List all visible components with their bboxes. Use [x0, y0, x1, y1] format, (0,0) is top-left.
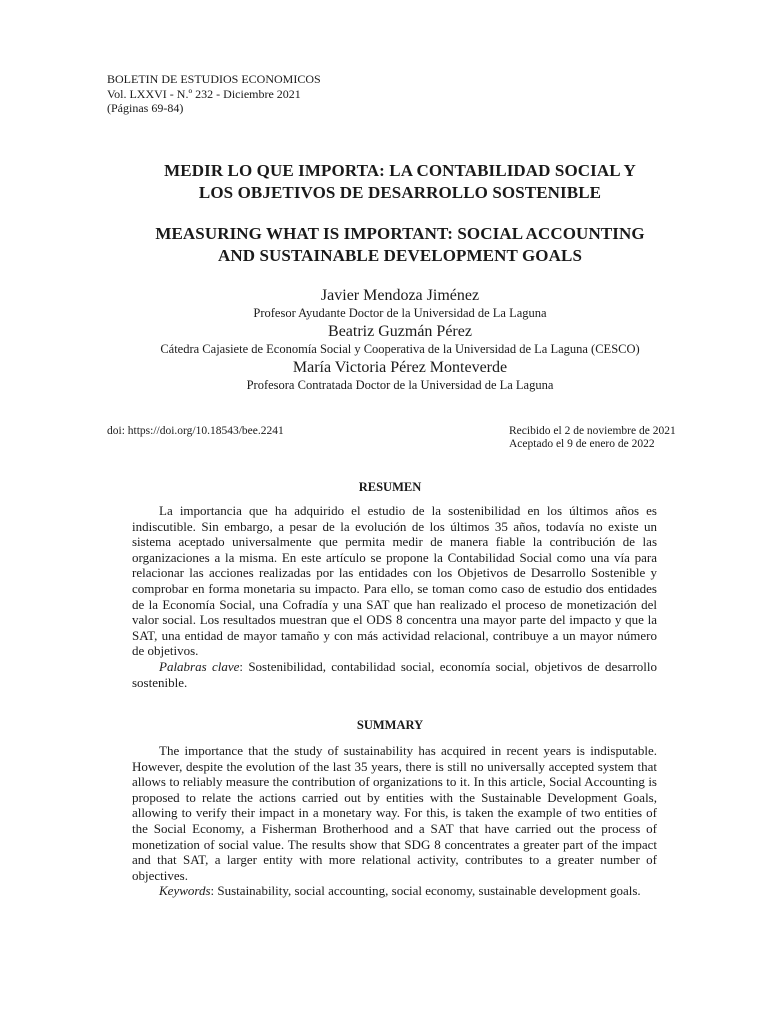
journal-name: BOLETIN DE ESTUDIOS ECONOMICOS: [107, 72, 321, 86]
doi-link[interactable]: doi: https://doi.org/10.18543/bee.2241: [107, 425, 284, 437]
journal-volume: Vol. LXXVI - N.º 232 - Diciembre 2021: [107, 86, 301, 101]
summary-heading: SUMMARY: [356, 718, 424, 732]
author-name: María Victoria Pérez Monteverde: [292, 359, 508, 376]
author-affiliation: Cátedra Cajasiete de Economía Social y Cooperativa de la Universidad de La Laguna (CESCO): [160, 342, 640, 356]
title-spanish: [100, 160, 700, 204]
received-date: Recibido el 2 de noviembre de 2021: [509, 425, 676, 437]
summary-keywords-text: : Sustainability, social accounting, social economy, sustainable development goals.: [210, 883, 641, 899]
journal-pages: (Páginas 69-84): [107, 101, 184, 115]
author-list: [80, 285, 720, 393]
resumen-keywords-label: Palabras clave: [159, 658, 240, 674]
resumen-keywords: [132, 659, 657, 690]
resumen-body: La importancia que ha adquirido el estudio de la sostenibilidad en los últimos años es indiscutible. Sin embargo, a pesar de la evolución de los últimos 35 años, todavía no existe un sistema aceptado universalmente que permita medir de manera fiable la contribución de las organizaciones a la misma. En este artículo se propone la Contabilidad Social como una vía para relacionar las acciones realizadas por las entidades con los Objetivos de Desarrollo Sostenible y comprobar en forma monetaria su impacto. Para ello, se toman como caso de estudio dos entidades de la Economía Social, una Cofradía y una SAT que han realizado el proceso de monetización del valor social. Los resultados muestran que el ODS 8 concentra una mayor parte del impacto y que la SAT, una entidad de mayor tamaño y con más actividad relacional, contribuye a un mayor número de objetivos.: [132, 503, 657, 659]
summary-body: The importance that the study of sustainability has acquired in recent years is indisputable. However, despite the evolution of the last 35 years, there is still no universally accepted system that allows to reliably measure the contribution of organizations to it. In this article, Social Accounting is proposed to relate the actions carried out by entities with the Sustainable Development Goals, allowing to verify their impact in a monetary way. For this, is taken the example of two entities of the Social Economy, a Fisherman Brotherhood and a SAT that have carried out the process of monetization of social value. The results show that SDG 8 concentrates a greater part of the impact and that SAT, a larger entity with more relational activity, contributes to a greater number of objectives.: [132, 743, 657, 883]
resumen-keywords-text: : Sostenibilidad, contabilidad social, economía social, objetivos de desarrollo sostenible.: [132, 658, 657, 690]
title-spanish-line-2: LOS OBJETIVOS DE DESARROLLO SOSTENIBLE: [198, 183, 602, 202]
title-english: [100, 223, 700, 267]
author-name: Beatriz Guzmán Pérez: [328, 323, 472, 340]
title-english-line-1: MEASURING WHAT IS IMPORTANT: SOCIAL ACCOUNTING: [155, 224, 645, 243]
summary-keywords-label: Keywords: [159, 883, 211, 899]
summary-abstract: [132, 743, 657, 899]
summary-keywords: [132, 883, 657, 899]
author-name: Javier Mendoza Jiménez: [320, 287, 480, 304]
author-affiliation: Profesora Contratada Doctor de la Universidad de La Laguna: [246, 378, 554, 392]
resumen-heading: RESUMEN: [358, 480, 422, 494]
accepted-date: Aceptado el 9 de enero de 2022: [509, 438, 655, 450]
journal-header: [107, 72, 321, 116]
title-english-line-2: AND SUSTAINABLE DEVELOPMENT GOALS: [218, 246, 582, 265]
resumen-abstract: [132, 503, 657, 690]
publication-dates: [509, 425, 676, 451]
author-affiliation: Profesor Ayudante Doctor de la Universidad de La Laguna: [253, 306, 547, 320]
title-spanish-line-1: MEDIR LO QUE IMPORTA: LA CONTABILIDAD SOCIAL Y: [164, 161, 636, 180]
